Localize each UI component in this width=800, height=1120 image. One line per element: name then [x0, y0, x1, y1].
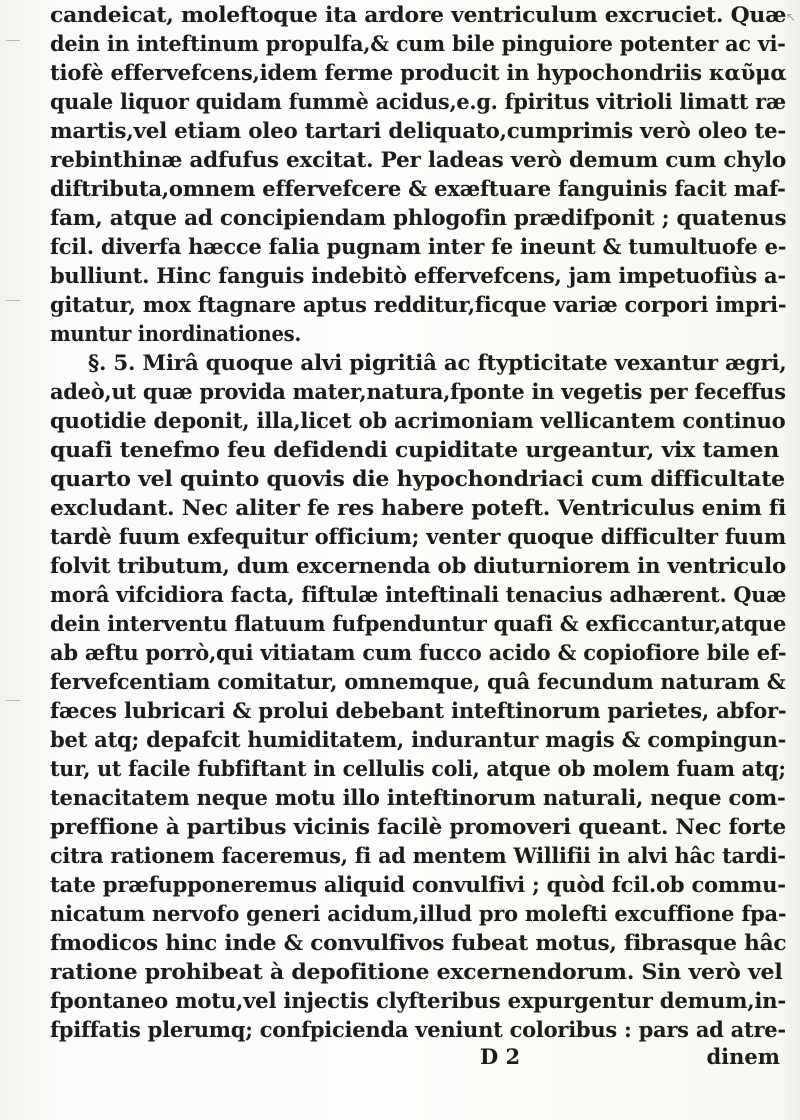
text-line: ratione prohibeat à depofitione excernendorum. Sin verò vel: [50, 959, 783, 984]
text-line: diftributa,omnem effervefcere & exæftuare fanguinis facit maf-: [50, 176, 786, 201]
text-line: fam, atque ad concipiendam phlogofin prædifponit ; quatenus: [50, 205, 787, 230]
page-footer: [50, 1044, 786, 1074]
text-line: tenacitatem neque motu illo inteftinorum naturali, neque com-: [50, 785, 786, 810]
gutter-shadow-mark: [6, 300, 20, 301]
text-line: tardè fuum exfequitur officium; venter quoque difficulter fuum: [50, 524, 787, 549]
text-line: candeicat, moleftoque ita ardore ventriculum excruciet. Quæ: [50, 2, 787, 27]
text-line: ab æftu porrò,qui vitiatam cum fucco acido & copiofiore bile ef-: [50, 640, 787, 665]
text-line: fmodicos hinc inde & convulfivos fubeat motus, fibrasque hâc: [50, 930, 787, 955]
text-line: fpiffatis plerumq; confpicienda veniunt coloribus : pars ad atre-: [50, 1017, 786, 1042]
text-line: tiofè effervefcens,idem ferme producit in hypochondriis καῦμα: [50, 60, 787, 85]
catchword: dinem: [706, 1044, 780, 1069]
text-line: quale liquor quidam fummè acidus,e.g. fpiritus vitrioli limatt ræ: [50, 89, 786, 114]
text-line: preffione à partibus vicinis facilè promoveri queant. Nec forte: [50, 814, 786, 839]
text-line: tate præfupponeremus aliquid convulfivi ; quòd fcil.ob commu-: [50, 872, 786, 897]
text-line: nicatum nervofo generi acidum,illud pro molefti excuffione fpa-: [50, 901, 787, 926]
text-line: muntur inordinationes.: [50, 321, 302, 346]
text-line: quotidie deponit, illa,licet ob acrimoniam vellicantem continuo: [50, 408, 786, 433]
text-line: quafi tenefmo feu defidendi cupiditate urgeantur, vix tamen: [50, 437, 780, 462]
text-line: dein in inteftinum propulfa,& cum bile pinguiore potenter ac vi-: [50, 31, 786, 56]
text-line: tur, ut facile fubfiftant in cellulis coli, atque ob molem fuam atq;: [50, 756, 786, 781]
text-line: folvit tributum, dum excernenda ob diuturniorem in ventriculo: [50, 553, 786, 578]
text-line: morâ vifcidiora facta, fiftulæ inteftinali tenacius adhærent. Quæ: [50, 582, 787, 607]
text-line: citra rationem faceremus, fi ad mentem Willifii in alvi hâc tardi-: [50, 843, 786, 868]
text-line: bulliunt. Hinc fanguis indebitò effervefcens, jam impetuofiùs a-: [50, 263, 786, 288]
text-line: rebinthinæ adfufus excitat. Per ladeas verò demum cum chylo: [50, 147, 787, 172]
text-line: fcil. diverfa hæcce falia pugnam inter fe ineunt & tumultuofe e-: [50, 234, 787, 259]
margin-mark-icon: ↖: [785, 10, 796, 24]
text-line: gitatur, mox ftagnare aptus redditur,ficque variæ corpori impri-: [50, 292, 787, 317]
text-line: fervefcentiam comitatur, omnemque, quâ fecundum naturam &: [50, 669, 786, 694]
signature-mark: D 2: [480, 1044, 521, 1069]
text-line: quarto vel quinto quovis die hypochondriaci cum difficultate: [50, 466, 785, 491]
text-line: fæces lubricari & prolui debebant inteftinorum parietes, abfor-: [50, 698, 787, 723]
text-line: adeò,ut quæ provida mater,natura,fponte in vegetis per feceffus: [50, 379, 786, 404]
section-heading-line: §. 5. Mirâ quoque alvi pigritiâ ac ftypticitate vexantur ægri,: [88, 350, 787, 375]
text-line: martis,vel etiam oleo tartari deliquato,cumprimis verò oleo te-: [50, 118, 786, 143]
gutter-shadow-mark: [6, 700, 20, 701]
text-line: excludant. Nec aliter fe res habere poteft. Ventriculus enim fi: [50, 495, 787, 520]
text-line: fpontaneo motu,vel injectis clyfteribus expurgentur demum,in-: [50, 988, 786, 1013]
gutter-shadow-mark: [6, 40, 20, 41]
text-line: dein interventu flatuum fufpenduntur quafi & exficcantur,atque: [50, 611, 787, 636]
text-line: bet atq; depafcit humiditatem, indurantur magis & compingun-: [50, 727, 787, 752]
